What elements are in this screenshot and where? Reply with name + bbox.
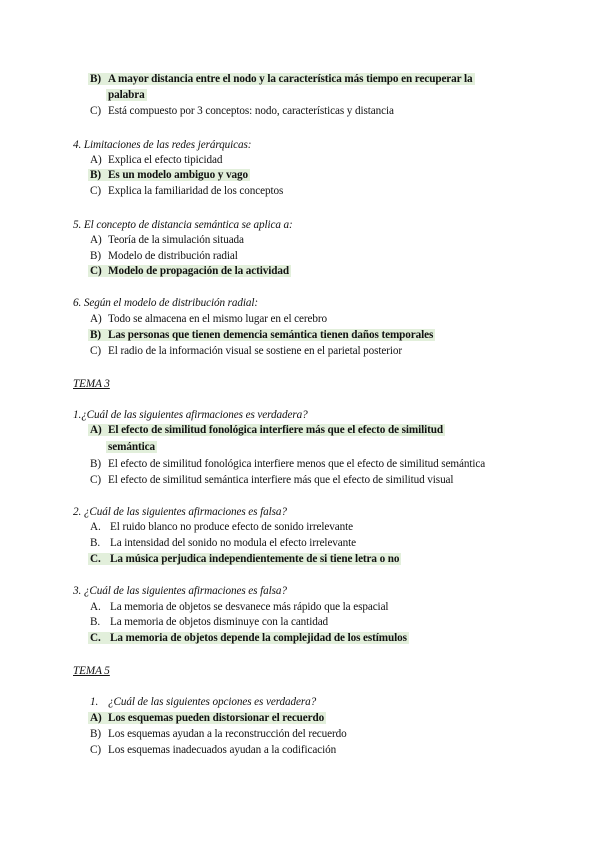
option-text: El radio de la información visual se sostiene en el parietal posterior [108, 345, 403, 357]
option-text: Los esquemas inadecuados ayudan a la codificación [108, 744, 337, 756]
option-text: Está compuesto por 3 conceptos: nodo, características y distancia [108, 105, 394, 117]
option-letter: A. [90, 521, 101, 533]
option-text: Modelo de propagación de la actividad [108, 265, 290, 277]
option-text: Las personas que tienen demencia semántica tienen daños temporales [108, 329, 434, 341]
question-number: 1. [90, 696, 99, 708]
option-text: El efecto de similitud fonológica interfiere menos que el efecto de similitud semántica [108, 458, 486, 470]
option-letter: C) [90, 474, 101, 486]
option-text: Explica la familiaridad de los conceptos [108, 185, 284, 197]
option-text: Explica el efecto tipicidad [108, 154, 223, 166]
option-text: Modelo de distribución radial [108, 250, 238, 262]
question-title: 1.¿Cuál de las siguientes afirmaciones es verdadera? [73, 409, 308, 421]
option-text: El ruido blanco no produce efecto de sonido irrelevante [110, 521, 354, 533]
answer-option-b-correct [88, 168, 250, 183]
answer-option-b [90, 727, 347, 742]
option-letter: B. [90, 537, 101, 549]
section-heading: TEMA 5 [73, 665, 110, 677]
option-text: El efecto de similitud fonológica interfiere más que el efecto de similitud [108, 424, 444, 436]
answer-option-a-correct [88, 711, 326, 726]
option-text: Los esquemas ayudan a la reconstrucción del recuerdo [108, 728, 347, 740]
option-letter: C. [90, 553, 101, 565]
option-letter: B) [90, 728, 101, 740]
answer-option-a [90, 312, 327, 327]
question-title: 2. ¿Cuál de las siguientes afirmaciones es falsa? [73, 506, 287, 518]
answer-option-b [90, 249, 238, 264]
option-letter: A) [90, 313, 102, 325]
option-letter: A) [90, 712, 102, 724]
question-title [90, 695, 316, 710]
option-text: La memoria de objetos disminuye con la cantidad [110, 616, 329, 628]
option-text: La memoria de objetos depende la complejidad de los estímulos [110, 632, 407, 644]
question-text: ¿Cuál de las siguientes opciones es verdadera? [108, 696, 317, 708]
option-letter: A) [90, 424, 102, 436]
answer-option-c [90, 344, 402, 359]
option-letter: C) [90, 185, 101, 197]
option-text: La memoria de objetos se desvanece más rápido que la espacial [110, 601, 389, 613]
option-text: La música perjudica independientemente de si tiene letra o no [110, 553, 400, 565]
option-letter: C) [90, 105, 101, 117]
answer-option-a [90, 153, 222, 168]
answer-option-b-continuation: palabra [108, 89, 145, 101]
section-heading: TEMA 3 [73, 378, 110, 390]
option-text: Todo se almacena en el mismo lugar en el cerebro [108, 313, 328, 325]
answer-option-b [90, 536, 356, 551]
option-letter: C. [90, 632, 101, 644]
option-text: El efecto de similitud semántica interfiere más que el efecto de similitud visual [108, 474, 454, 486]
answer-option-c [90, 743, 336, 758]
question-title: 3. ¿Cuál de las siguientes afirmaciones es falsa? [73, 585, 287, 597]
answer-option-b-correct [88, 328, 435, 343]
answer-option-a-correct [88, 423, 445, 438]
answer-option-c [90, 473, 453, 488]
answer-option-c-correct [88, 631, 409, 646]
question-title: 5. El concepto de distancia semántica se aplica a: [73, 219, 293, 231]
option-letter: B) [90, 250, 101, 262]
answer-option-a [90, 520, 353, 535]
answer-option-a [90, 233, 244, 248]
question-title: 6. Según el modelo de distribución radial: [73, 297, 259, 309]
answer-option-c [90, 184, 283, 199]
option-letter: B) [90, 73, 101, 85]
option-letter: B) [90, 329, 101, 341]
option-letter: C) [90, 265, 102, 277]
option-text: Teoría de la simulación situada [108, 234, 244, 246]
option-letter: A) [90, 154, 102, 166]
option-letter: C) [90, 744, 101, 756]
option-text: Es un modelo ambiguo y vago [108, 169, 248, 181]
option-letter: B) [90, 458, 101, 470]
answer-option-b [90, 457, 485, 472]
option-letter: B) [90, 169, 101, 181]
answer-option-c [90, 104, 394, 119]
option-text: La intensidad del sonido no modula el efecto irrelevante [110, 537, 357, 549]
answer-option-a [90, 600, 388, 615]
question-title: 4. Limitaciones de las redes jerárquicas: [73, 139, 252, 151]
option-text: Los esquemas pueden distorsionar el recuerdo [108, 712, 325, 724]
option-text: A mayor distancia entre el nodo y la característica más tiempo en recuperar la [108, 73, 473, 85]
answer-option-b [90, 615, 328, 630]
option-letter: A) [90, 234, 102, 246]
option-letter: B. [90, 616, 101, 628]
answer-option-a-continuation: semántica [108, 441, 155, 453]
option-letter: A. [90, 601, 101, 613]
answer-option-b-correct [88, 72, 475, 87]
option-letter: C) [90, 345, 101, 357]
answer-option-c-correct [88, 552, 401, 567]
answer-option-c-correct [88, 264, 291, 279]
